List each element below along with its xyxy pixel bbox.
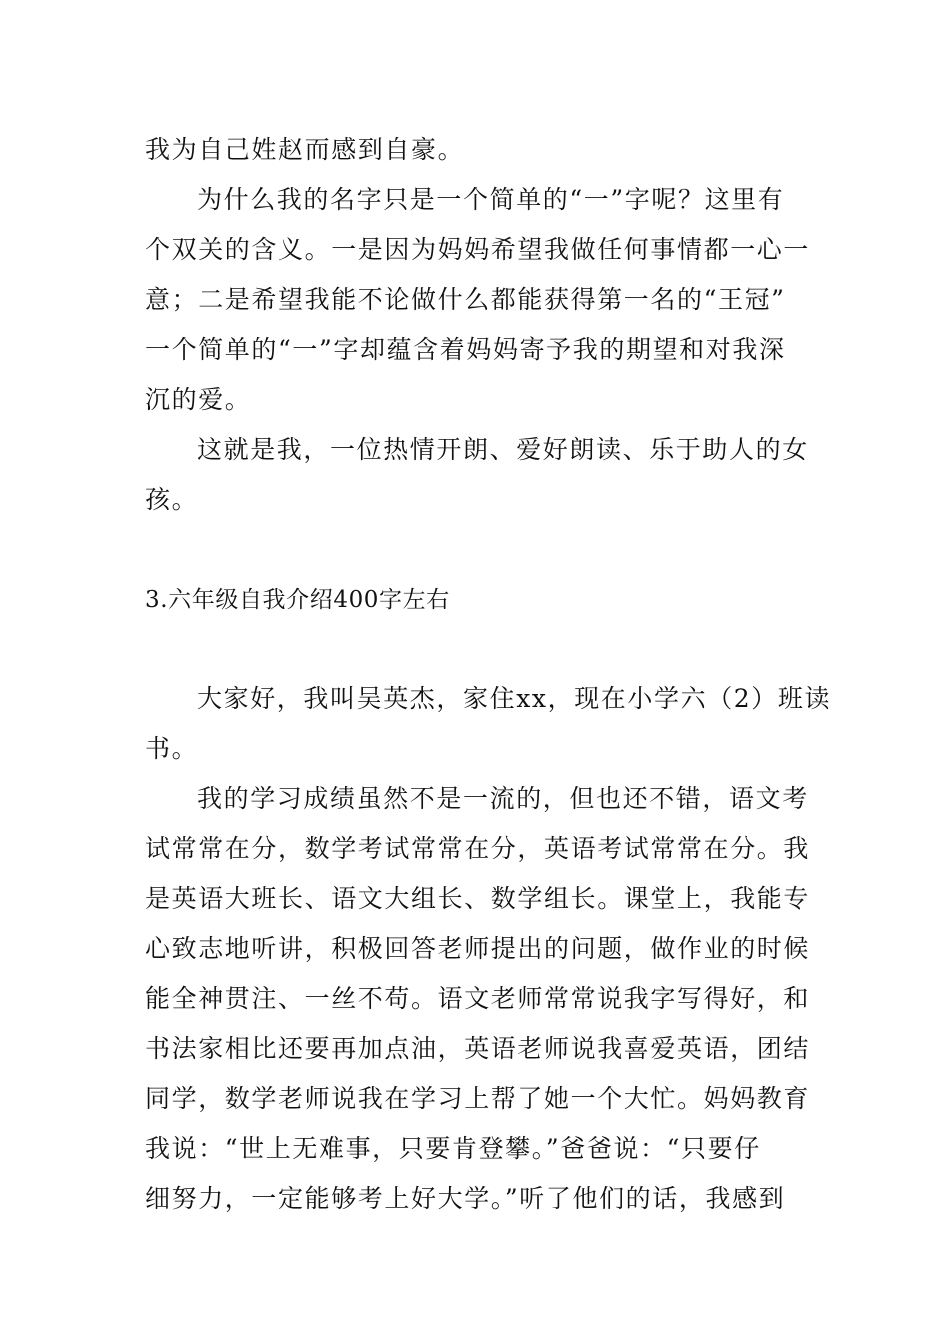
paragraph-line: 心致志地听讲，积极回答老师提出的问题，做作业的时候	[145, 934, 811, 963]
paragraph-line: 能全神贯注、一丝不苟。语文老师常常说我字写得好，和	[145, 984, 811, 1013]
paragraph-line: 意；二是希望我能不论做什么都能获得第一名的“王冠”	[145, 285, 786, 314]
paragraph-line: 孩。	[145, 485, 199, 514]
paragraph-line: 细努力，一定能够考上好大学。”听了他们的话，我感到	[145, 1184, 786, 1213]
paragraph-line: 个双关的含义。一是因为妈妈希望我做任何事情都一心一	[145, 235, 811, 264]
paragraph-line: 书。	[145, 734, 199, 763]
paragraph-line: 我为自己姓赵而感到自豪。	[145, 135, 465, 164]
paragraph-line: 我的学习成绩虽然不是一流的，但也还不错，语文考	[197, 784, 809, 813]
paragraph-line: 同学，数学老师说我在学习上帮了她一个大忙。妈妈教育	[145, 1084, 811, 1113]
paragraph-line: 书法家相比还要再加点油，英语老师说我喜爱英语，团结	[145, 1034, 811, 1063]
paragraph-line: 我说：“世上无难事，只要肯登攀。”爸爸说：“只要仔	[145, 1134, 761, 1163]
section-heading: 3.六年级自我介绍400字左右	[145, 587, 450, 613]
paragraph-line: 是英语大班长、语文大组长、数学组长。课堂上，我能专	[145, 884, 811, 913]
paragraph-line: 一个简单的“一”字却蕴含着妈妈寄予我的期望和对我深	[145, 335, 786, 364]
paragraph-line: 沉的爱。	[145, 385, 252, 414]
paragraph-line: 为什么我的名字只是一个简单的“一”字呢？这里有	[197, 185, 785, 214]
paragraph-line: 试常常在分，数学考试常常在分，英语考试常常在分。我	[145, 834, 811, 863]
paragraph-line: 大家好，我叫吴英杰，家住xx，现在小学六（2）班读	[197, 684, 832, 713]
paragraph-line: 这就是我，一位热情开朗、爱好朗读、乐于助人的女	[197, 435, 809, 464]
